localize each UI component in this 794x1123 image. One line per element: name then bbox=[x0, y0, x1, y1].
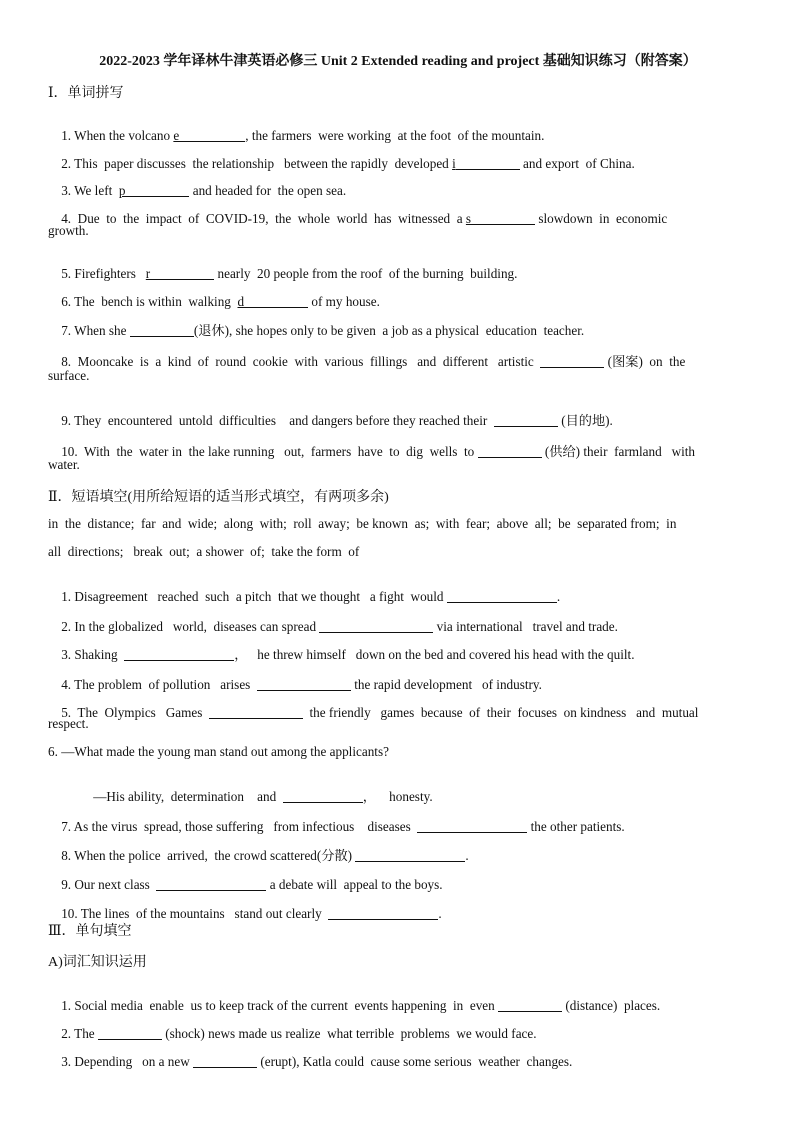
s1-question-8-cont: surface. bbox=[48, 368, 90, 383]
s1-question-10-cont: water. bbox=[48, 457, 80, 472]
s3-question-1: 1. Social media enable us to keep track of the current events happening in even (distance) places. bbox=[61, 998, 661, 1013]
section-3-heading: Ⅲ．单句填空 bbox=[48, 924, 132, 939]
s2-question-3: 3. Shaking ， he threw himself down on the bed and covered his head with the quilt. bbox=[61, 647, 635, 662]
s2-question-2: 2. In the globalized world, diseases can spread via international travel and trade. bbox=[61, 619, 618, 634]
page-title: 2022-2023 学年译林牛津英语必修三 Unit 2 Extended reading and project 基础知识练习（附答案） bbox=[99, 54, 697, 69]
s3-question-2: 2. The (shock) news made us realize what terrible problems we would face. bbox=[61, 1026, 537, 1041]
s1-question-4-cont: growth. bbox=[48, 223, 89, 238]
s2-question-5: 5. The Olympics Games the friendly games because of their focuses on kindness and mutual bbox=[61, 705, 699, 720]
s1-question-7: 7. When she (退休), she hopes only to be given a job as a physical education teacher. bbox=[61, 323, 585, 338]
s1-question-1: 1. When the volcano e , the farmers were working at the foot of the mountain. bbox=[61, 128, 545, 143]
s1-question-8: 8. Mooncake is a kind of round cookie with various fillings and different artistic (图案) on the bbox=[61, 354, 686, 369]
s2-question-9: 9. Our next class a debate will appeal to the boys. bbox=[61, 877, 443, 892]
s2-question-4: 4. The problem of pollution arises the rapid development of industry. bbox=[61, 677, 542, 692]
section-2-heading: Ⅱ．短语填空(用所给短语的适当形式填空，有两项多余) bbox=[48, 490, 389, 505]
answer-blank[interactable] bbox=[494, 414, 558, 427]
s2-question-1: 1. Disagreement reached such a pitch that we thought a fight would . bbox=[61, 589, 561, 604]
answer-blank[interactable] bbox=[540, 355, 604, 368]
s1-question-10: 10. With the water in the lake running out, farmers have to dig wells to (供给) their farmland with bbox=[61, 444, 696, 459]
answer-blank[interactable] bbox=[283, 790, 363, 803]
s1-question-6: 6. The bench is within walking d of my house. bbox=[61, 294, 380, 309]
s1-question-3: 3. We left p and headed for the open sea. bbox=[61, 183, 347, 198]
s2-question-8: 8. When the police arrived, the crowd scattered(分散) . bbox=[61, 848, 469, 863]
section-1-heading: Ⅰ．单词拼写 bbox=[48, 86, 124, 101]
s1-question-4: 4. Due to the impact of COVID-19, the whole world has witnessed a s slowdown in economic bbox=[61, 211, 668, 226]
answer-blank[interactable] bbox=[328, 907, 438, 920]
answer-blank[interactable] bbox=[124, 648, 234, 661]
answer-blank[interactable] bbox=[130, 324, 194, 337]
answer-blank[interactable] bbox=[193, 1055, 257, 1068]
s3-question-3: 3. Depending on a new (erupt), Katla could cause some serious weather changes. bbox=[61, 1054, 573, 1069]
s1-question-5: 5. Firefighters r nearly 20 people from the roof of the burning building. bbox=[61, 266, 518, 281]
s2-question-6: 6. —What made the young man stand out among the applicants? bbox=[48, 744, 389, 759]
phrase-bank-line-2: all directions; break out; a shower of; take the form of bbox=[48, 544, 360, 559]
s1-question-2: 2. This paper discusses the relationship between the rapidly developed i and export of China. bbox=[61, 156, 635, 171]
s2-question-5-cont: respect. bbox=[48, 716, 89, 731]
answer-blank[interactable] bbox=[447, 590, 557, 603]
s2-question-7: 7. As the virus spread, those suffering from infectious diseases the other patients. bbox=[61, 819, 625, 834]
phrase-bank-line-1: in the distance; far and wide; along with; roll away; be known as; with fear; above all; be separated from; in bbox=[48, 516, 677, 531]
s1-question-9: 9. They encountered untold difficulties and dangers before they reached their (目的地). bbox=[61, 413, 613, 428]
section-3-subheading: A)词汇知识运用 bbox=[48, 955, 147, 970]
s2-question-6-answer: —His ability, determination and ， honesty. bbox=[93, 789, 433, 804]
s2-question-10: 10. The lines of the mountains stand out clearly . bbox=[61, 906, 442, 921]
